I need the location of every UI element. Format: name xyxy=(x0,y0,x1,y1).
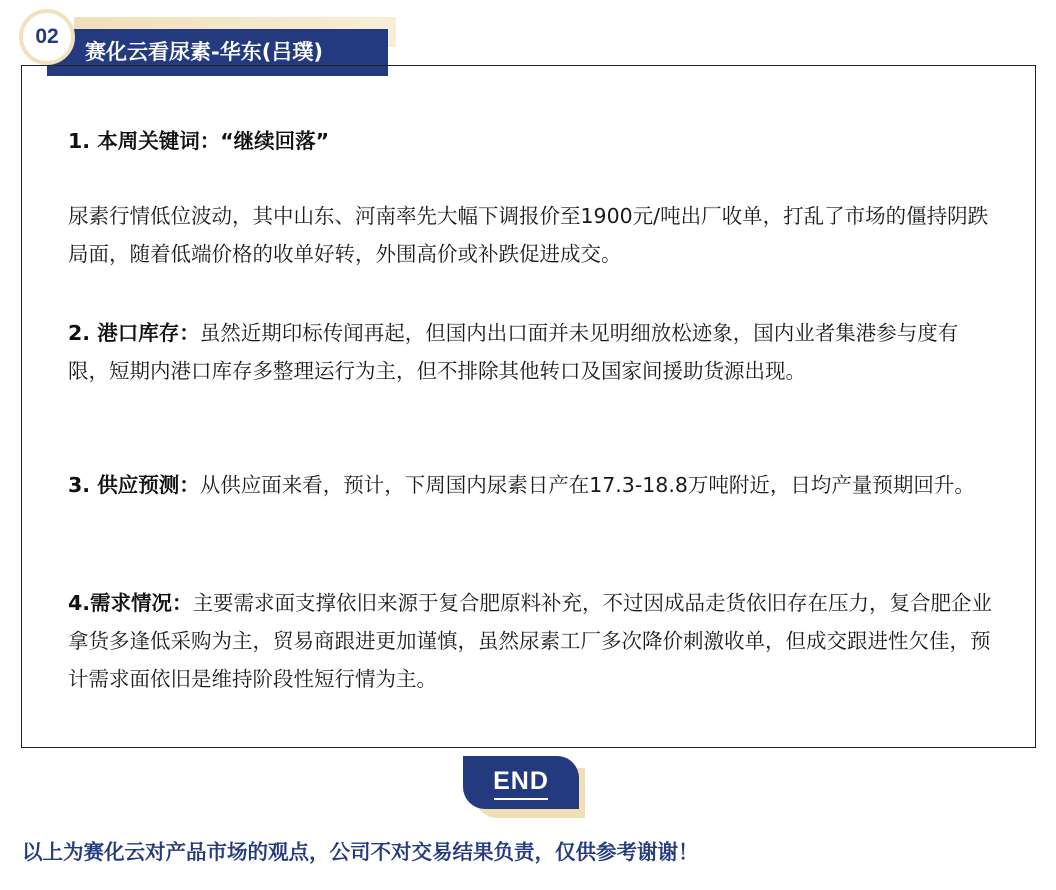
end-badge: END xyxy=(463,756,579,809)
port-inventory-label: 2. 港口库存： xyxy=(68,321,200,345)
supply-forecast-label: 3. 供应预测： xyxy=(68,473,200,497)
disclaimer-text: 以上为赛化云对产品市场的观点，公司不对交易结果负责，仅供参考谢谢！ xyxy=(22,840,699,864)
demand-situation-paragraph xyxy=(68,584,998,698)
section-number-badge: 02 xyxy=(19,9,75,65)
content-box xyxy=(21,65,1036,748)
supply-forecast-paragraph xyxy=(68,466,998,504)
intro-paragraph: 尿素行情低位波动，其中山东、河南率先大幅下调报价至1900元/吨出厂收单，打乱了市场的僵持阴跌局面，随着低端价格的收单好转，外围高价或补跌促进成交。 xyxy=(68,204,989,266)
demand-situation-text: 主要需求面支撑依旧来源于复合肥原料补充，不过因成品走货依旧存在压力，复合肥企业拿货多逢低采购为主，贸易商跟进更加谨慎，虽然尿素工厂多次降价刺激收单，但成交跟进性欠佳，预计需求面依旧是维持阶段性短行情为主。 xyxy=(68,591,993,691)
end-badge-underline xyxy=(494,798,548,800)
supply-forecast-text: 从供应面来看，预计，下周国内尿素日产在17.3-18.8万吨附近，日均产量预期回升。 xyxy=(199,473,975,497)
port-inventory-paragraph xyxy=(68,314,998,390)
keyword-title: 1. 本周关键词：“继续回落” xyxy=(68,129,330,153)
keyword-heading xyxy=(68,122,998,160)
demand-situation-label: 4.需求情况： xyxy=(68,591,193,615)
section-title: 赛化云看尿素-华东(吕璞) xyxy=(47,29,388,76)
port-inventory-text: 虽然近期印标传闻再起，但国内出口面并未见明细放松迹象，国内业者集港参与度有限，短期内港口库存多整理运行为主，但不排除其他转口及国家间援助货源出现。 xyxy=(68,321,959,383)
